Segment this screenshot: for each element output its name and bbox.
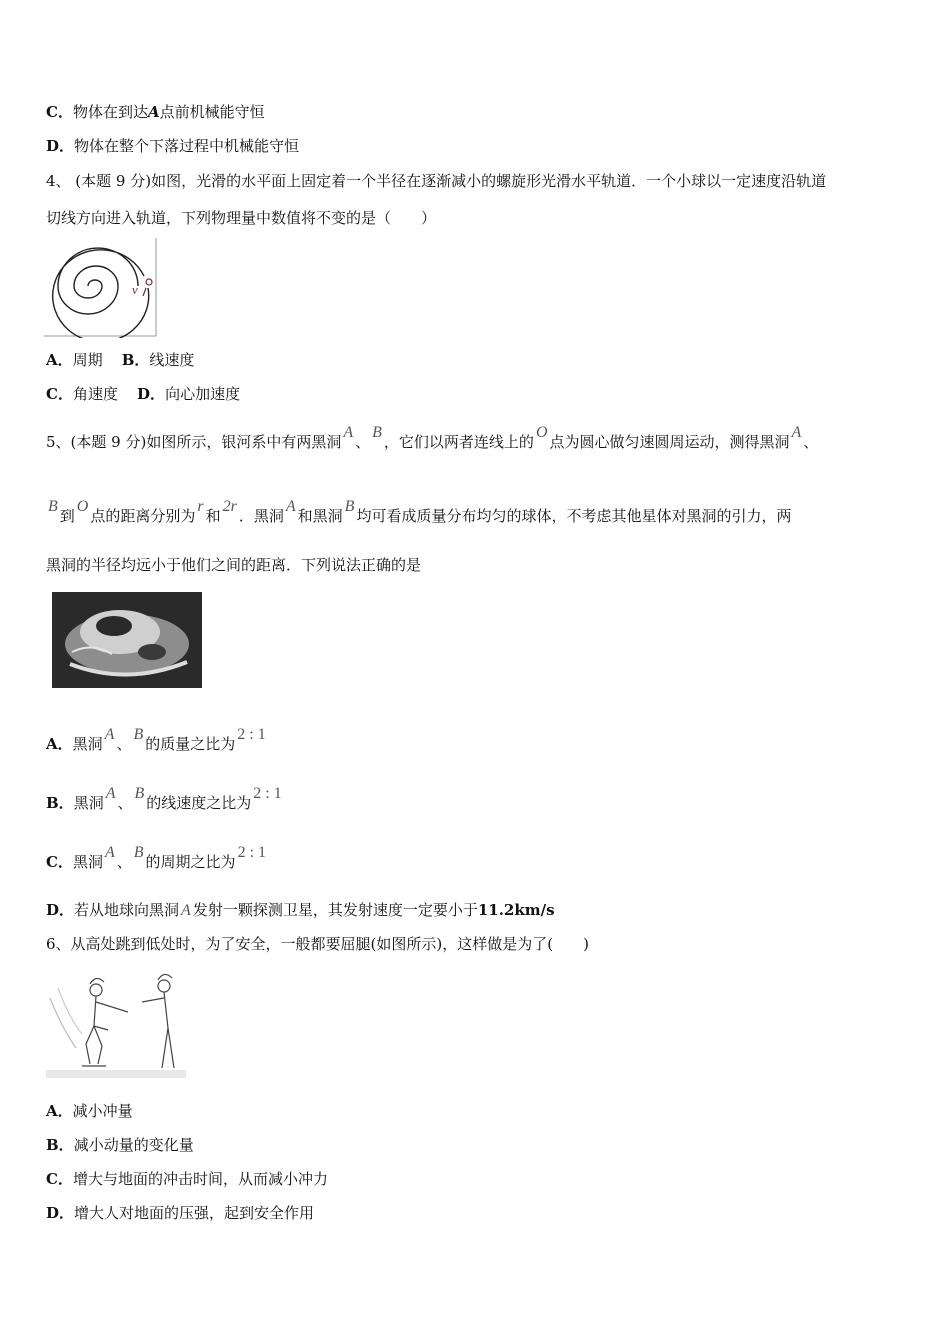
q4-stem-line-2: 切线方向进入轨道，下列物理量中数值将不变的是（ ） [46,209,437,227]
q4-options-ab: A．周期 B．线速度 [46,351,195,369]
q3-option-d: D．物体在整个下落过程中机械能守恒 [46,137,300,155]
q6-option-b: B．减小动量的变化量 [46,1136,194,1154]
q5-option-b: B．黑洞A、B的线速度之比为2 : 1 [46,785,282,812]
q6-option-a: A．减小冲量 [46,1102,133,1120]
black-hole-photo [52,592,202,688]
q5-option-d: D．若从地球向黑洞 A 发射一颗探测卫星，其发射速度一定要小于11.2km/s [46,901,555,919]
q3-option-c: C．物体在到达A点前机械能守恒 [46,103,265,121]
q4-options-cd: C．角速度 D．向心加速度 [46,385,241,403]
q5-stem-line-1: 5、(本题 9 分)如图所示，银河系中有两黑洞A、B，它们以两者连线上的O点为圆心做匀速圆周运动，测得黑洞A、 [46,424,819,451]
q6-option-d: D．增大人对地面的压强，起到安全作用 [46,1204,315,1222]
q6-option-c: C．增大与地面的冲击时间，从而减小冲力 [46,1170,328,1188]
q5-stem-line-3: 黑洞的半径均远小于他们之间的距离．下列说法正确的是 [46,556,422,574]
q5-option-c: C．黑洞A、B的周期之比为2 : 1 [46,844,267,871]
jumping-figure [46,968,186,1080]
q5-option-a: A．黑洞A、B的质量之比为2 : 1 [46,726,266,753]
spiral-track-figure [44,238,160,338]
q4-stem-line-1: 4、 (本题 9 分)如图，光滑的水平面上固定着一个半径在逐渐减小的螺旋形光滑水平轨道．一个小球以一定速度沿轨道 [46,172,827,190]
q5-stem-line-2: B到O点的距离分别为r和2r．黑洞A和黑洞B均可看成质量分布均匀的球体，不考虑其他星体对黑洞的引力，两 [48,498,792,525]
q6-stem: 6、从高处跳到低处时，为了安全，一般都要屈腿(如图所示)，这样做是为了( ) [46,935,589,953]
velocity-label: v [132,282,138,297]
